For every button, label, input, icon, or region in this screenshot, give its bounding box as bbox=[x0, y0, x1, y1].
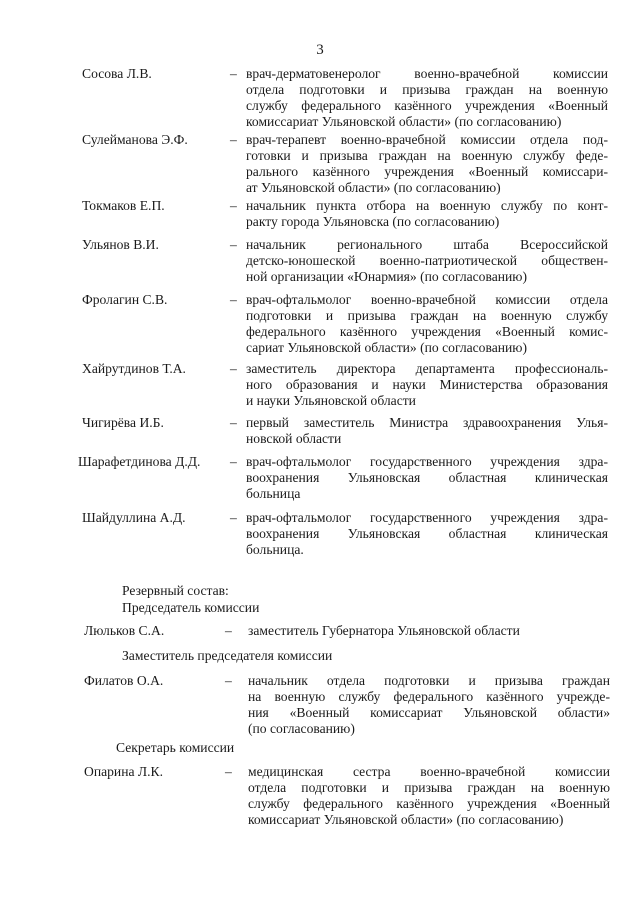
member-description: врач-офтальмолог государственного учреждения здра- воохранения Ульяновская областная клиническая больница. bbox=[246, 510, 608, 557]
member-description: врач-офтальмолог государственного учреждения здра- воохранения Ульяновская областная клиническая больница bbox=[246, 454, 608, 501]
dash: – bbox=[230, 510, 237, 525]
member-name: Сулейманова Э.Ф. bbox=[82, 132, 188, 147]
deputy-heading: Заместитель председателя комиссии bbox=[122, 648, 333, 663]
member-description: начальник регионального штаба Всероссийской детско-юношеской военно-патриотической обществен- ной организации «Юнармия» (по согласованию) bbox=[246, 237, 608, 284]
page-number: 3 bbox=[316, 42, 324, 58]
dash: – bbox=[225, 673, 232, 688]
reserve-title: Резервный состав: bbox=[122, 583, 229, 598]
dash: – bbox=[230, 292, 237, 307]
member-description: начальник отдела подготовки и призыва граждан на военную службу федерального казённого учрежде- ния «Военный комиссариат Ульяновской области» (по согласованию) bbox=[248, 673, 610, 736]
member-description: заместитель директора департамента профессиональ- ного образования и науки Министерства образования и науки Ульяновской области bbox=[246, 361, 608, 408]
member-name: Опарина Л.К. bbox=[84, 764, 163, 779]
member-name: Люльков С.А. bbox=[84, 623, 165, 638]
dash: – bbox=[225, 623, 232, 638]
dash: – bbox=[230, 66, 237, 81]
dash: – bbox=[230, 132, 237, 147]
member-description: медицинская сестра военно-врачебной комиссии отдела подготовки и призыва граждан на военную службу федерального казённого учреждения «Военный комиссариат Ульяновской области» (по согласованию) bbox=[248, 764, 610, 827]
dash: – bbox=[230, 361, 237, 376]
member-name: Сосова Л.В. bbox=[82, 66, 152, 81]
member-name: Шарафетдинова Д.Д. bbox=[78, 454, 201, 469]
member-name: Фролагин С.В. bbox=[82, 292, 168, 307]
member-name: Чигирёва И.Б. bbox=[82, 415, 164, 430]
chair-heading: Председатель комиссии bbox=[122, 600, 260, 615]
member-name: Филатов О.А. bbox=[84, 673, 164, 688]
member-name: Ульянов В.И. bbox=[82, 237, 159, 252]
member-name: Токмаков Е.П. bbox=[82, 198, 165, 213]
member-description: начальник пункта отбора на военную службу по конт- ракту города Ульяновска (по согласованию) bbox=[246, 198, 608, 229]
dash: – bbox=[230, 454, 237, 469]
member-name: Шайдуллина А.Д. bbox=[82, 510, 186, 525]
dash: – bbox=[230, 237, 237, 252]
member-description: врач-дерматовенеролог военно-врачебной комиссии отдела подготовки и призыва граждан на военную службу федерального казённого учреждения «Военный комиссариат Ульяновской области» (по согласованию) bbox=[246, 66, 608, 129]
member-description: врач-терапевт военно-врачебной комиссии отдела под- готовки и призыва граждан на военную службу феде- рального казённого учреждения «Военный комиссари- ат Ульяновской области» (по согласованию) bbox=[246, 132, 608, 195]
member-description: первый заместитель Министра здравоохранения Улья- новской области bbox=[246, 415, 608, 446]
dash: – bbox=[230, 198, 237, 213]
member-description: заместитель Губернатора Ульяновской области bbox=[248, 623, 520, 638]
secretary-heading: Секретарь комиссии bbox=[116, 740, 235, 755]
dash: – bbox=[225, 764, 232, 779]
member-description: врач-офтальмолог военно-врачебной комиссии отдела подготовки и призыва граждан на военную службу федерального казённого учреждения «Военный комис- сариат Ульяновской области» (по согласованию) bbox=[246, 292, 608, 355]
dash: – bbox=[230, 415, 237, 430]
member-name: Хайрутдинов Т.А. bbox=[82, 361, 186, 376]
